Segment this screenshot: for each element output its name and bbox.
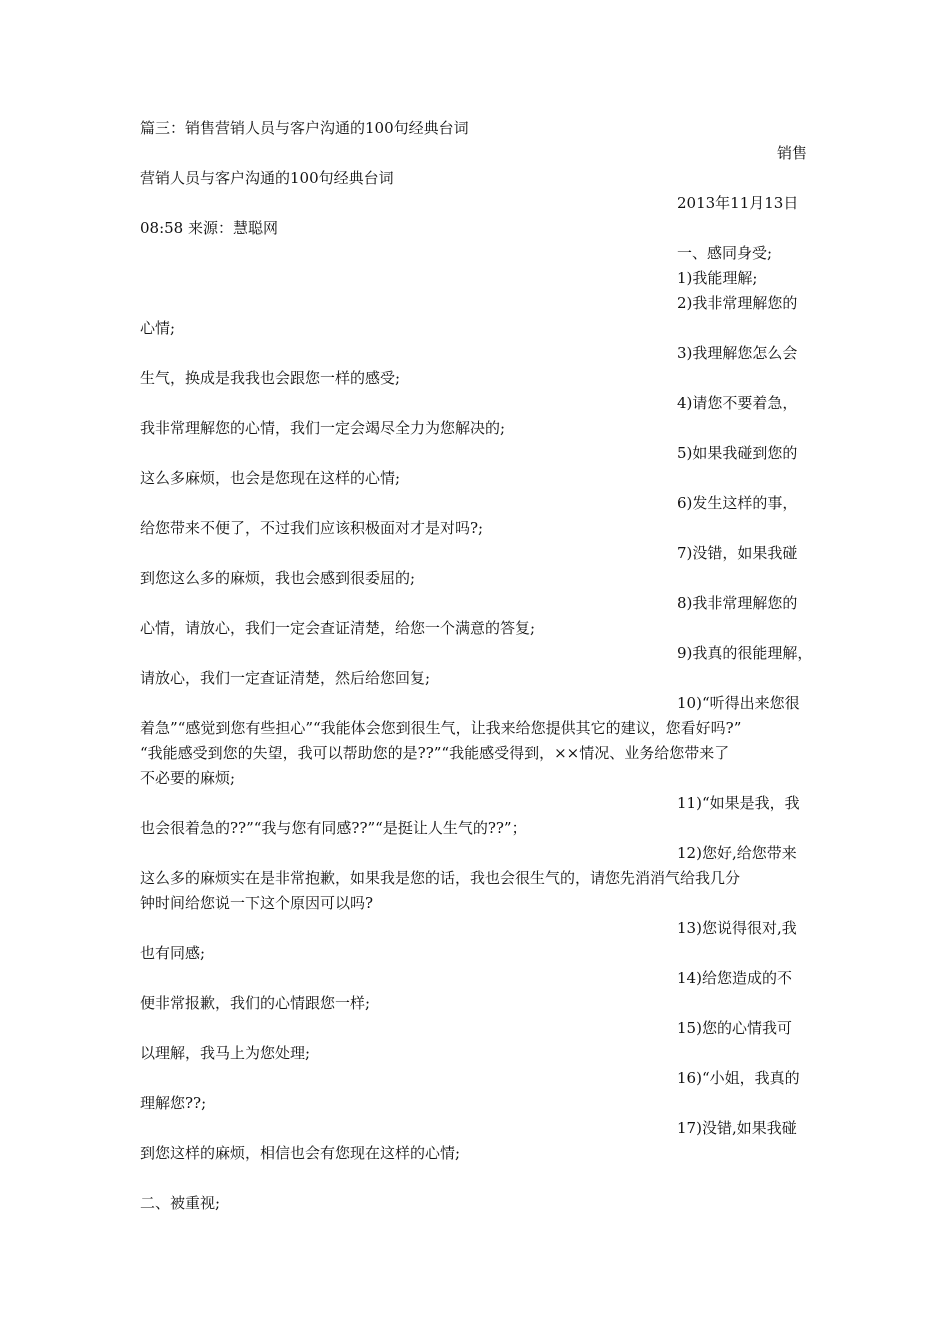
title-tail: 销售 (777, 144, 808, 162)
item-7-cont: 到您这么多的麻烦，我也会感到很委屈的; (140, 569, 416, 587)
item-8-cont: 心情，请放心，我们一定会查证清楚，给您一个满意的答复; (140, 619, 536, 637)
item-9-cont: 请放心，我们一定查证清楚，然后给您回复; (140, 669, 431, 687)
section-heading-2: 二、被重视; (140, 1194, 221, 1212)
document-subtitle: 营销人员与客户沟通的100句经典台词 (140, 169, 394, 187)
item-3-cont: 生气，换成是我我也会跟您一样的感受; (140, 369, 401, 387)
document-title: 篇三：销售营销人员与客户沟通的100句经典台词 (140, 119, 469, 137)
document-date: 2013年11月13日 (677, 194, 799, 212)
item-6-cont: 给您带来不便了，不过我们应该积极面对才是对吗?; (140, 519, 484, 537)
item-10-cont-3: 不必要的麻烦; (140, 769, 236, 787)
item-13-cont: 也有同感; (140, 944, 206, 962)
item-14-head: 14)给您造成的不 (677, 969, 792, 987)
item-10-cont-1: 着急”“感觉到您有些担心”“我能体会您到很生气，让我来给您提供其它的建议，您看好吗?” (140, 719, 742, 737)
item-17-head: 17)没错,如果我碰 (677, 1119, 797, 1137)
item-2-cont: 心情; (140, 319, 176, 337)
item-2-head: 2)我非常理解您的 (677, 294, 798, 312)
item-17-cont: 到您这样的麻烦，相信也会有您现在这样的心情; (140, 1144, 461, 1162)
item-15-cont: 以理解，我马上为您处理; (140, 1044, 311, 1062)
item-16-cont: 理解您??; (140, 1094, 207, 1112)
item-12-cont-2: 钟时间给您说一下这个原因可以吗? (140, 894, 374, 912)
item-11-head: 11)“如果是我，我 (677, 794, 800, 812)
item-5-cont: 这么多麻烦，也会是您现在这样的心情; (140, 469, 401, 487)
item-14-cont: 便非常报歉，我们的心情跟您一样; (140, 994, 371, 1012)
item-1-head: 1)我能理解; (677, 269, 758, 287)
item-15-head: 15)您的心情我可 (677, 1019, 792, 1037)
item-13-head: 13)您说得很对,我 (677, 919, 797, 937)
item-4-head: 4)请您不要着急， (677, 394, 798, 412)
item-10-cont-2: “我能感受到您的失望，我可以帮助您的是??”“我能感受得到，××情况、业务给您带来了 (140, 744, 730, 762)
item-11-cont: 也会很着急的??”“我与您有同感??”“是挺让人生气的??”； (140, 819, 527, 837)
item-12-cont-1: 这么多的麻烦实在是非常抱歉，如果我是您的话，我也会很生气的，请您先消消气给我几分 (140, 869, 741, 887)
section-heading-1: 一、感同身受; (677, 244, 773, 262)
item-8-head: 8)我非常理解您的 (677, 594, 798, 612)
item-6-head: 6)发生这样的事， (677, 494, 798, 512)
document-time-source: 08:58 来源：慧聪网 (140, 219, 278, 237)
item-12-head: 12)您好,给您带来 (677, 844, 797, 862)
item-9-head: 9)我真的很能理解， (677, 644, 813, 662)
item-10-head: 10)“听得出来您很 (677, 694, 800, 712)
item-4-cont: 我非常理解您的心情，我们一定会竭尽全力为您解决的; (140, 419, 506, 437)
item-5-head: 5)如果我碰到您的 (677, 444, 798, 462)
item-16-head: 16)“小姐，我真的 (677, 1069, 800, 1087)
item-3-head: 3)我理解您怎么会 (677, 344, 798, 362)
item-7-head: 7)没错，如果我碰 (677, 544, 798, 562)
